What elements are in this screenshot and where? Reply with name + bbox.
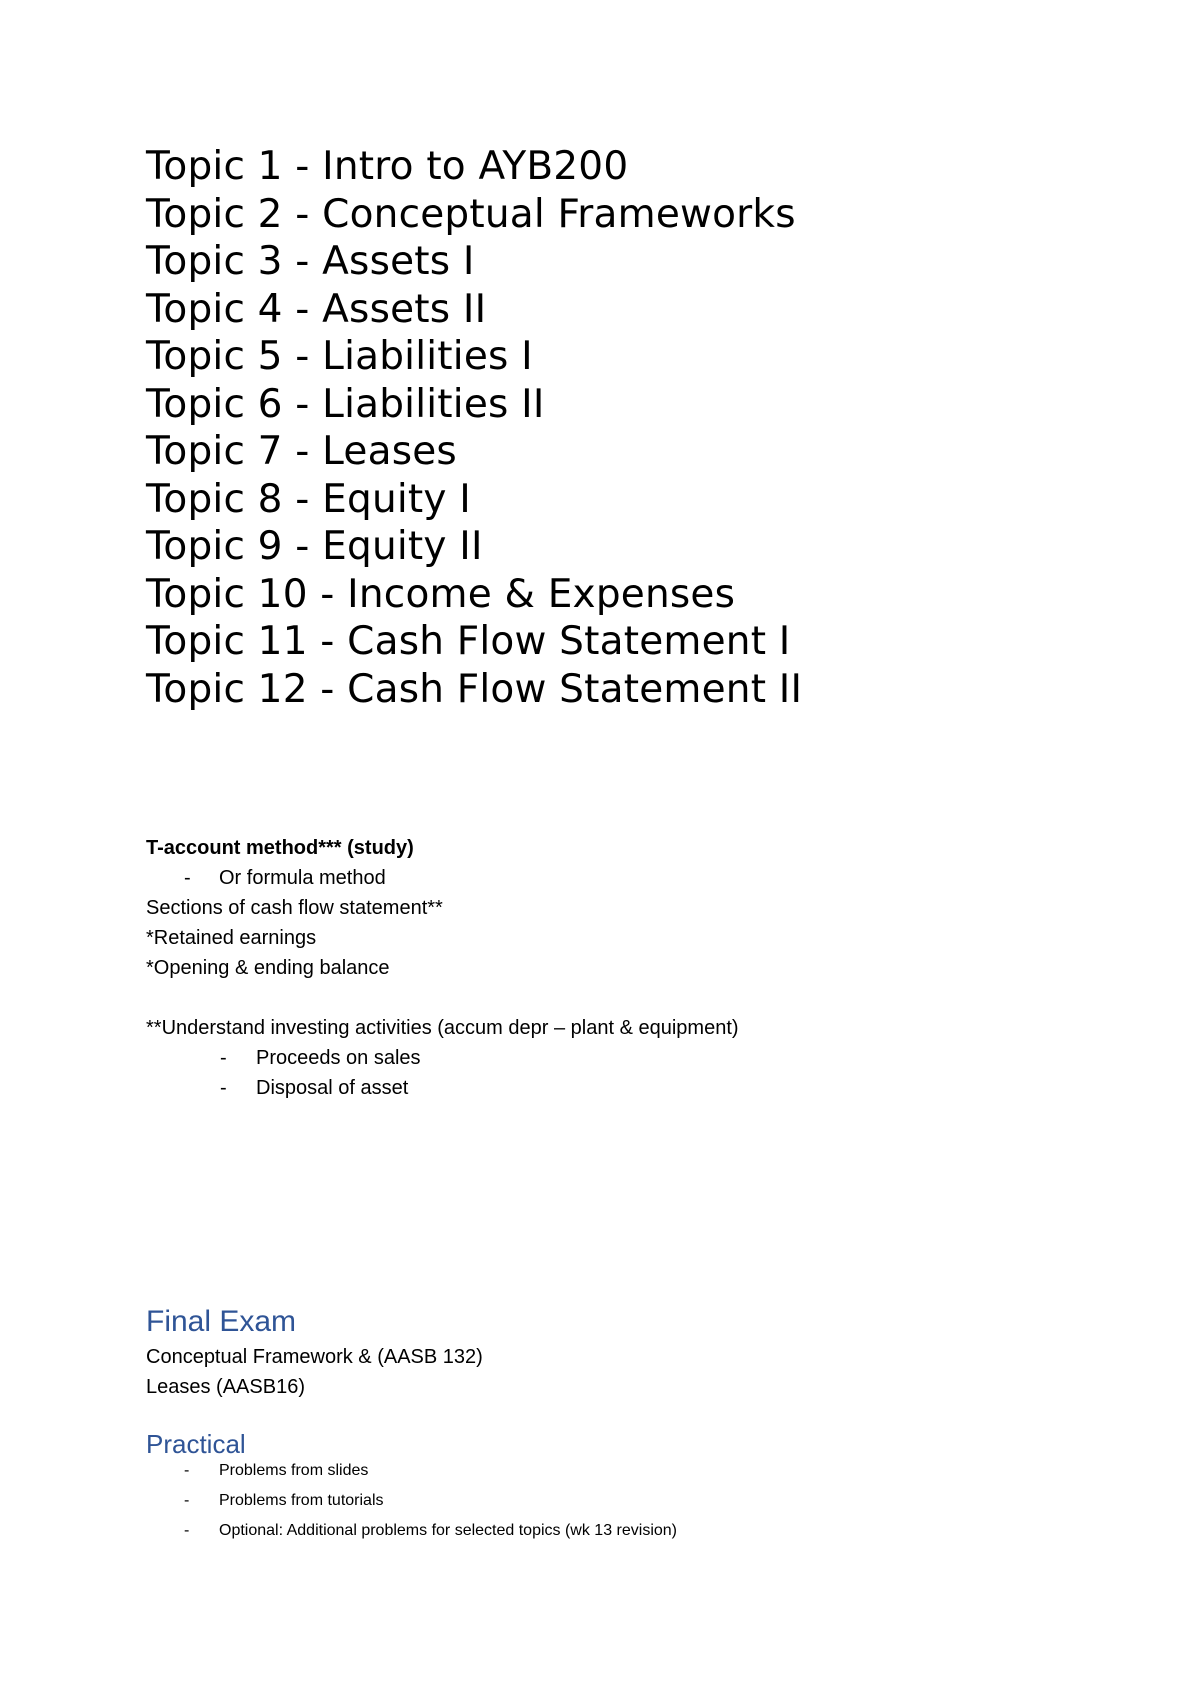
proceeds-note: Proceeds on sales <box>256 1047 421 1069</box>
dash-bullet: - <box>220 1077 227 1099</box>
retained-earnings-note: *Retained earnings <box>146 927 317 949</box>
topic-item-11: Topic 11 - Cash Flow Statement I <box>146 619 791 664</box>
or-formula-note: Or formula method <box>219 867 386 889</box>
dash-bullet: - <box>220 1047 227 1069</box>
topic-item-2: Topic 2 - Conceptual Frameworks <box>146 191 796 237</box>
topic-item-10: Topic 10 - Income & Expenses <box>146 571 736 617</box>
final-exam-heading: Final Exam <box>146 1305 297 1338</box>
investing-activities-note: **Understand investing activities (accum depr – plant & equipment) <box>146 1017 739 1039</box>
dash-bullet: - <box>184 1522 190 1539</box>
final-exam-line-1: Conceptual Framework & (AASB 132) <box>146 1346 483 1368</box>
t-account-note: T-account method*** (study) <box>146 837 414 859</box>
final-exam-line-2: Leases (AASB16) <box>146 1376 305 1398</box>
list-item <box>146 1043 1126 1073</box>
dash-bullet: - <box>184 1462 190 1479</box>
list-item <box>146 1073 1126 1103</box>
practical-item-2: Problems from tutorials <box>219 1492 384 1509</box>
practical-item-3: Optional: Additional problems for selected topics (wk 13 revision) <box>219 1522 677 1539</box>
list-item <box>146 1522 1126 1552</box>
topic-item-8: Topic 8 - Equity I <box>146 476 471 522</box>
opening-balance-note: *Opening & ending balance <box>146 957 390 979</box>
list-item <box>146 863 1126 893</box>
practical-item-1: Problems from slides <box>219 1462 369 1479</box>
list-item <box>146 1462 1126 1492</box>
study-notes <box>146 833 1126 1103</box>
spacer <box>146 1402 1126 1426</box>
practical-heading: Practical <box>146 1429 246 1459</box>
dash-bullet: - <box>184 1492 190 1509</box>
topic-item-5: Topic 5 - Liabilities I <box>146 334 533 379</box>
final-exam-section <box>146 1302 1126 1552</box>
disposal-note: Disposal of asset <box>256 1077 409 1099</box>
topic-item-12: Topic 12 - Cash Flow Statement II <box>146 666 803 712</box>
topic-item-1: Topic 1 - Intro to AYB200 <box>146 144 629 189</box>
topic-item-4: Topic 4 - Assets II <box>146 286 487 332</box>
topic-item-9: Topic 9 - Equity II <box>146 524 483 569</box>
dash-bullet: - <box>184 867 191 889</box>
topic-item-7: Topic 7 - Leases <box>146 429 457 474</box>
topic-item-6: Topic 6 - Liabilities II <box>146 381 545 427</box>
topic-item-3: Topic 3 - Assets I <box>146 239 475 284</box>
list-item <box>146 1492 1126 1522</box>
blank-line <box>146 983 1126 1013</box>
topic-list <box>146 143 802 713</box>
sections-note: Sections of cash flow statement** <box>146 897 443 919</box>
